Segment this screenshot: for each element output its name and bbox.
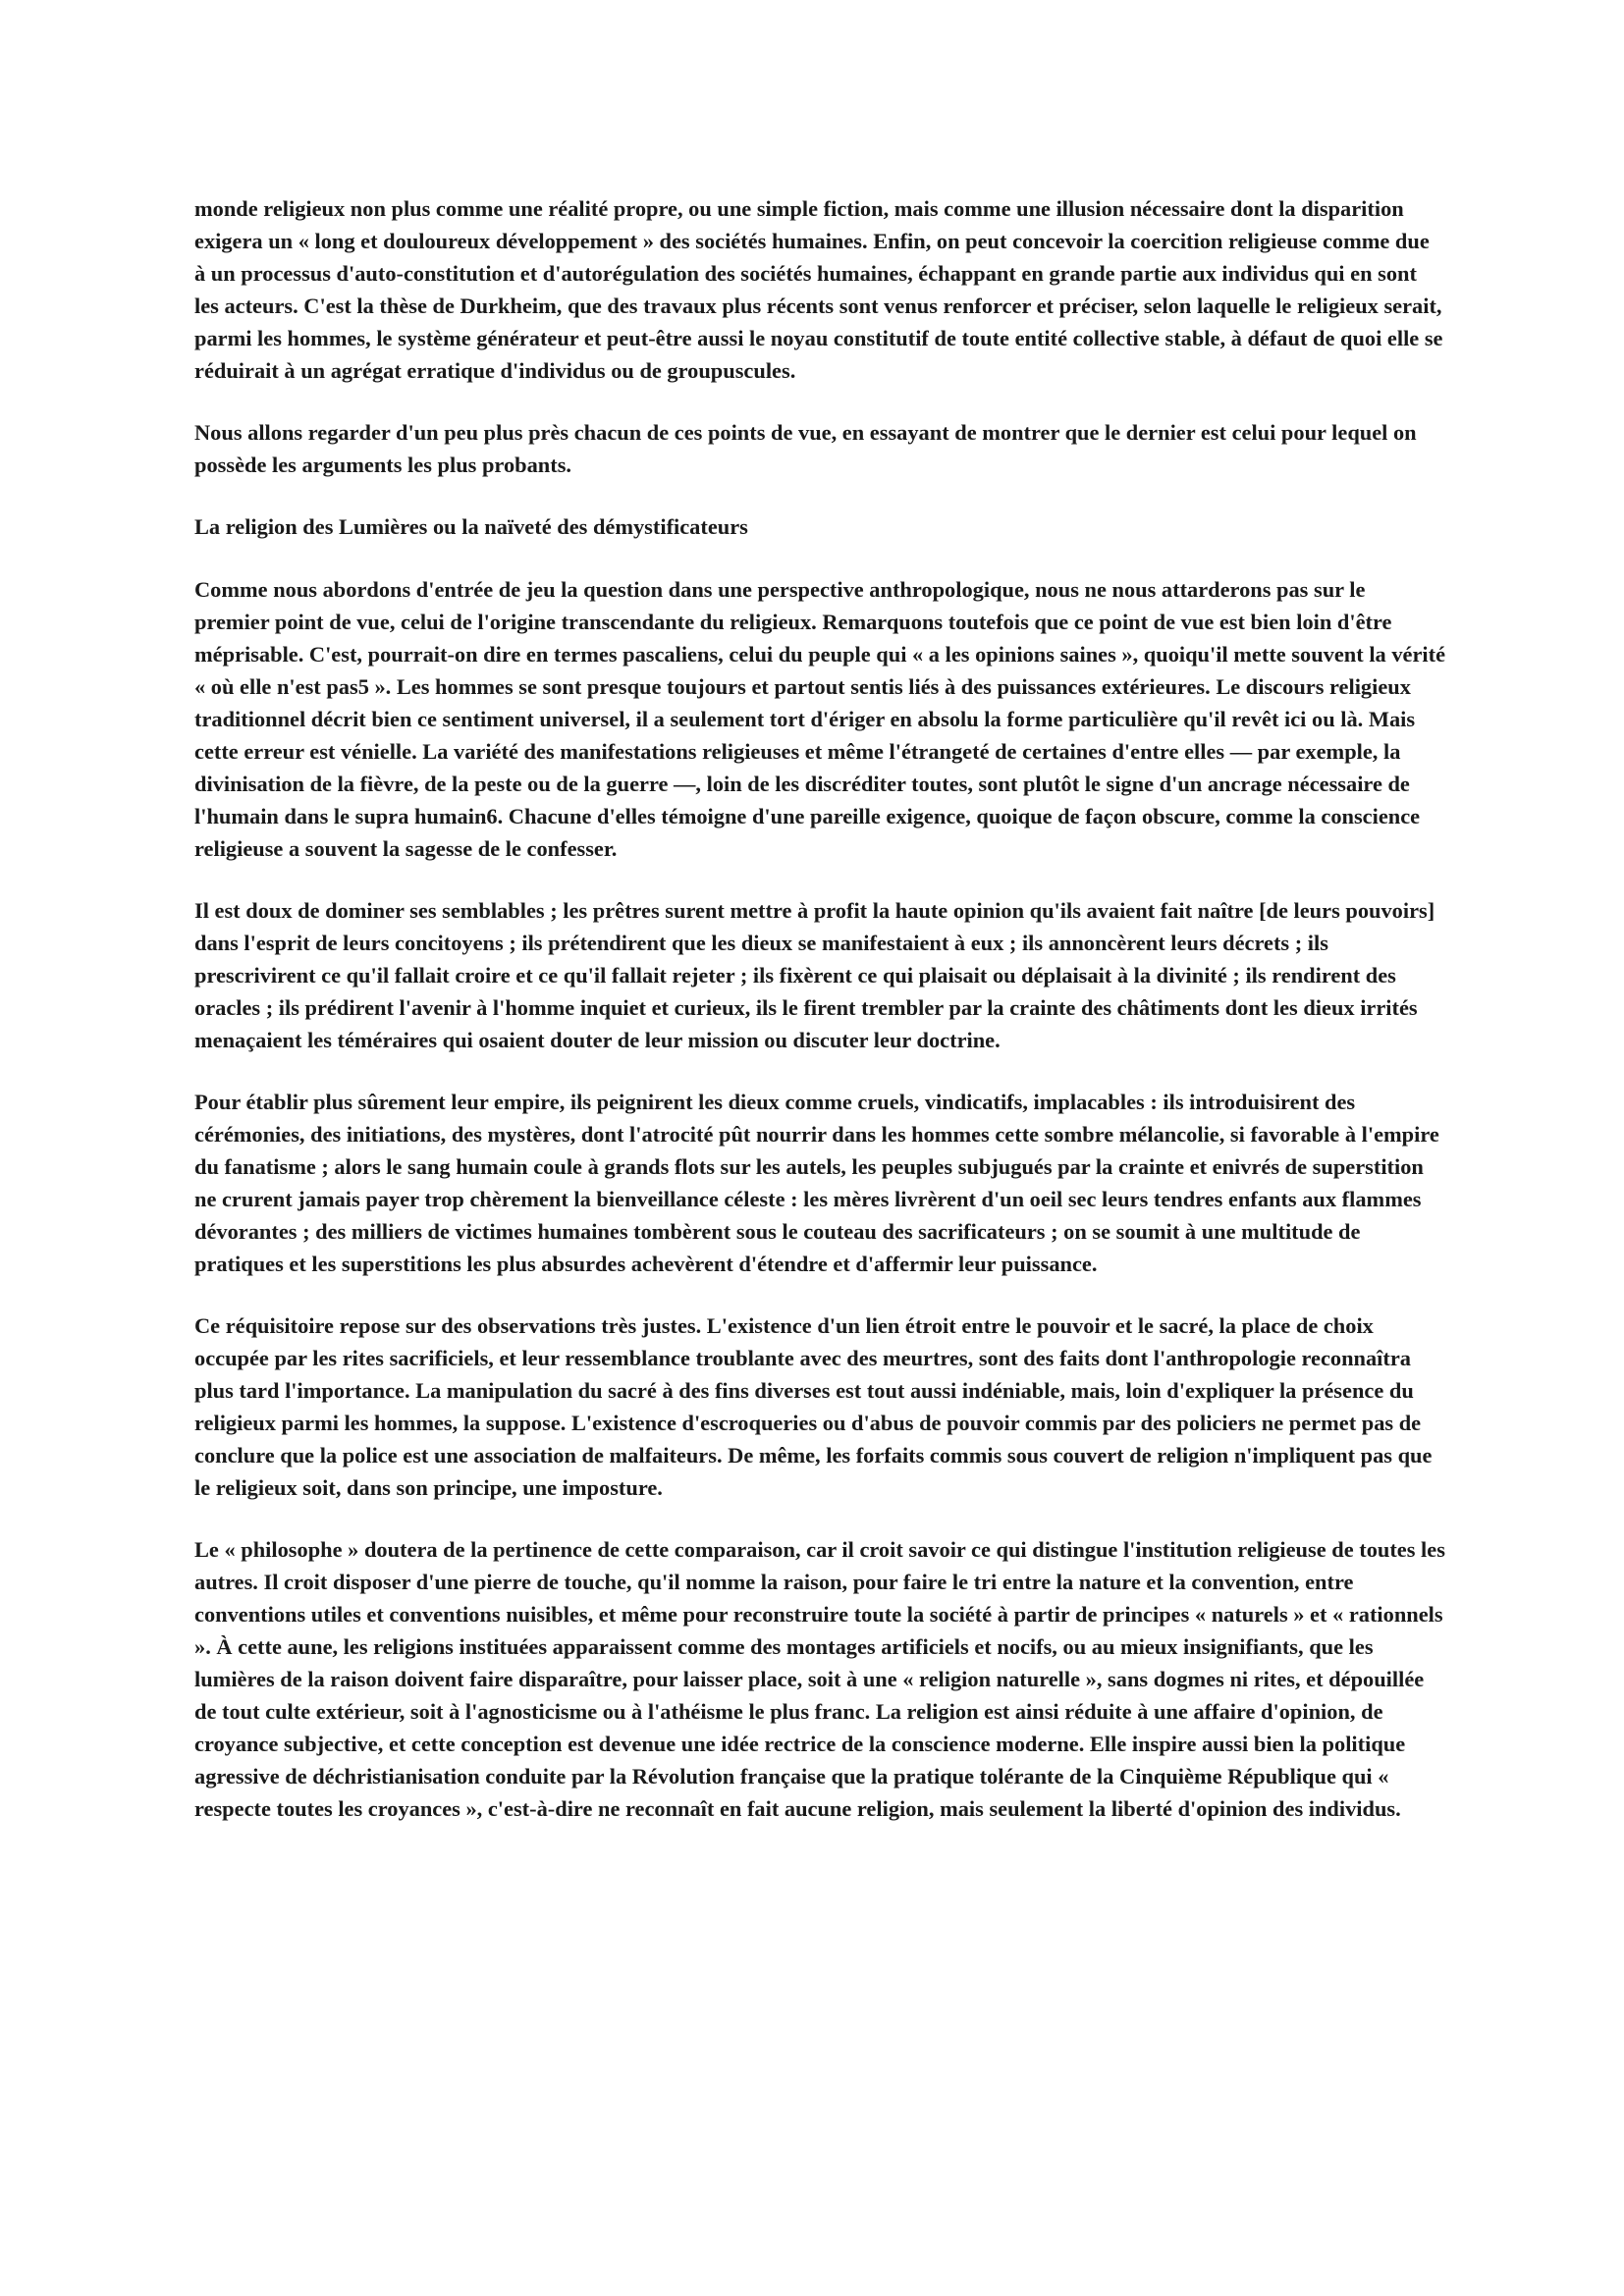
paragraph-4: Ce réquisitoire repose sur des observations très justes. L'existence d'un lien étroit entre le pouvoir et le sacré, la place de choix occupée par les rites sacrificiels, et leur ressemblance troublante avec des meurtres, sont des faits dont l'anthropologie reconnaîtra plus tard l'importance. La manipulation du sacré à des fins diverses est tout aussi indéniable, mais, loin d'expliquer la présence du religieux parmi les hommes, la suppose. L'existence d'escroqueries ou d'abus de pouvoir commis par des policiers ne permet pas de conclure que la police est une association de malfaiteurs. De même, les forfaits commis sous couvert de religion n'impliquent pas que le religieux soit, dans son principe, une imposture.: [194, 1313, 1433, 1500]
section-heading: La religion des Lumières ou la naïveté des démystificateurs: [194, 514, 748, 539]
paragraph-5: Le « philosophe » doutera de la pertinence de cette comparaison, car il croit savoir ce qui distingue l'institution religieuse de toutes les autres. Il croit disposer d'une pierre de touche, qu'il nomme la raison, pour faire le tri entre la nature et la convention, entre conventions utiles et conventions nuisibles, et même pour reconstruire toute la société à partir de principes « naturels » et « rationnels ». À cette aune, les religions instituées apparaissent comme des montages artificiels et nocifs, ou au mieux insignifiants, que les lumières de la raison doivent faire disparaître, pour laisser place, soit à une « religion naturelle », sans dogmes ni rites, et dépouillée de tout culte extérieur, soit à l'agnosticisme ou à l'athéisme le plus franc. La religion est ainsi réduite à une affaire d'opinion, de croyance subjective, et cette conception est devenue une idée rectrice de la conscience moderne. Elle inspire aussi bien la politique agressive de déchristianisation conduite par la Révolution française que la pratique tolérante de la Cinquième République qui « respecte toutes les croyances », c'est-à-dire ne reconnaît en fait aucune religion, mais seulement la liberté d'opinion des individus.: [194, 1537, 1445, 1821]
document-page: [194, 192, 1445, 1854]
paragraph-3: Comme nous abordons d'entrée de jeu la question dans une perspective anthropologique, nous ne nous attarderons pas sur le premier point de vue, celui de l'origine transcendante du religieux. Remarquons toutefois que ce point de vue est bien loin d'être méprisable. C'est, pourrait-on dire en termes pascaliens, celui du peuple qui « a les opinions saines », quoiqu'il mette souvent la vérité « où elle n'est pas5 ». Les hommes se sont presque toujours et partout sentis liés à des puissances extérieures. Le discours religieux traditionnel décrit bien ce sentiment universel, il a seulement tort d'ériger en absolu la forme particulière qu'il revêt ici ou là. Mais cette erreur est vénielle. La variété des manifestations religieuses et même l'étrangeté de certaines d'entre elles — par exemple, la divinisation de la fièvre, de la peste ou de la guerre —, loin de les discréditer toutes, sont plutôt le signe d'un ancrage nécessaire de l'humain dans le supra humain6. Chacune d'elles témoigne d'une pareille exigence, quoique de façon obscure, comme la conscience religieuse a souvent la sagesse de le confesser.: [194, 577, 1446, 861]
paragraph-2: Nous allons regarder d'un peu plus près chacun de ces points de vue, en essayant de montrer que le dernier est celui pour lequel on possède les arguments les plus probants.: [194, 420, 1417, 477]
quote-paragraph-1: Il est doux de dominer ses semblables ; les prêtres surent mettre à profit la haute opinion qu'ils avaient fait naître [de leurs pouvoirs] dans l'esprit de leurs concitoyens ; ils prétendirent que les dieux se manifestaient à eux ; ils annoncèrent leurs décrets ; ils prescrivirent ce qu'il fallait croire et ce qu'il fallait rejeter ; ils fixèrent ce qui plaisait ou déplaisait à la divinité ; ils rendirent des oracles ; ils prédirent l'avenir à l'homme inquiet et curieux, ils le firent trembler par la crainte des châtiments dont les dieux irrités menaçaient les téméraires qui osaient douter de leur mission ou discuter leur doctrine.: [194, 898, 1435, 1052]
quote-paragraph-2: Pour établir plus sûrement leur empire, ils peignirent les dieux comme cruels, vindicatifs, implacables : ils introduisirent des cérémonies, des initiations, des mystères, dont l'atrocité pût nourrir dans les hommes cette sombre mélancolie, si favorable à l'empire du fanatisme ; alors le sang humain coule à grands flots sur les autels, les peuples subjugués par la crainte et enivrés de superstition ne crurent jamais payer trop chèrement la bienveillance céleste : les mères livrèrent d'un oeil sec leurs tendres enfants aux flammes dévorantes ; des milliers de victimes humaines tombèrent sous le couteau des sacrificateurs ; on se soumit à une multitude de pratiques et les superstitions les plus absurdes achevèrent d'étendre et d'affermir leur puissance.: [194, 1090, 1439, 1276]
paragraph-1: monde religieux non plus comme une réalité propre, ou une simple fiction, mais comme une illusion nécessaire dont la disparition exigera un « long et douloureux développement » des sociétés humaines. Enfin, on peut concevoir la coercition religieuse comme due à un processus d'auto-constitution et d'autorégulation des sociétés humaines, échappant en grande partie aux individus qui en sont les acteurs. C'est la thèse de Durkheim, que des travaux plus récents sont venus renforcer et préciser, selon laquelle le religieux serait, parmi les hommes, le système générateur et peut-être aussi le noyau constitutif de toute entité collective stable, à défaut de quoi elle se réduirait à un agrégat erratique d'individus ou de groupuscules.: [194, 196, 1443, 383]
